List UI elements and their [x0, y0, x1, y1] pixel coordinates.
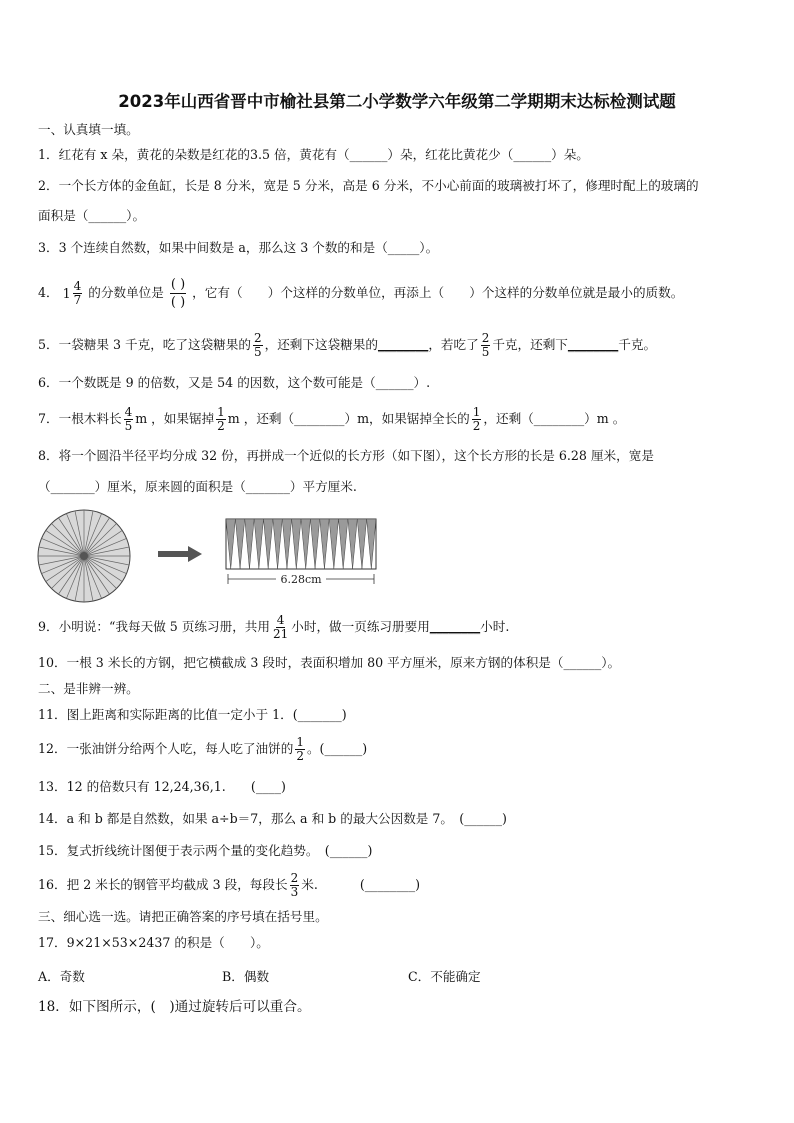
rectangle-length-label: 6.28cm [280, 573, 322, 586]
q7-fraction-1 [124, 406, 134, 433]
q4-blank-numerator: ( ) [170, 277, 186, 292]
circle-center [80, 552, 88, 560]
q16-answer-blank: (________) [359, 877, 421, 892]
q7-fraction-3 [472, 406, 482, 433]
q7-f3-denominator: 2 [472, 419, 481, 433]
question-18: 18．如下图所示，( )通过旋转后可以重合。 [38, 999, 311, 1015]
q12-denominator: 2 [296, 749, 304, 763]
q5-f2-denominator: 5 [481, 345, 490, 359]
q7-text-post: ，还剩（________）m 。 [483, 411, 626, 426]
q16-text-mid: 米. [301, 877, 318, 892]
question-17: 17．9×21×53×2437 的积是（ ）。 [38, 935, 269, 950]
q7-text-mid2: m ，还剩（________）m，如果锯掉全长的 [227, 411, 470, 426]
q7-text-pre: 7．一根木料长 [38, 411, 122, 426]
question-8-line-2: （_______）厘米，原来圆的面积是（_______）平方厘米. [38, 479, 357, 494]
q5-fraction-2 [481, 332, 491, 359]
question-12 [38, 734, 764, 764]
q9-denominator: 21 [272, 627, 289, 641]
question-7 [38, 404, 764, 434]
section-3-heading: 三、细心选一选。请把正确答案的序号填在括号里。 [38, 909, 328, 924]
q4-number: 4． [38, 285, 59, 300]
q12-text-post: 。(______) [306, 741, 368, 756]
q9-fraction [272, 614, 289, 641]
question-6: 6．一个数既是 9 的倍数，又是 54 的因数，这个数可能是（______）. [38, 375, 431, 390]
section-2-heading: 二、是非辨一辨。 [38, 681, 139, 696]
section-1-heading: 一、认真填一填。 [38, 122, 139, 137]
question-15: 15．复式折线统计图便于表示两个量的变化趋势。 (______) [38, 843, 373, 858]
divided-circle-figure [36, 508, 132, 604]
q5-text-mid2: ，若吃了 [428, 337, 479, 352]
question-14: 14．a 和 b 都是自然数，如果 a÷b＝7，那么 a 和 b 的最大公因数是 7。 (______) [38, 811, 507, 826]
q4-denominator: 7 [73, 293, 82, 307]
right-arrow-icon [158, 546, 202, 562]
q16-numerator: 2 [290, 871, 299, 885]
approximate-rectangle-figure [222, 517, 382, 589]
question-10: 10．一根 3 米长的方钢，把它横截成 3 段时，表面积增加 80 平方厘米，原来方钢的体积是（______）。 [38, 655, 621, 670]
q17-option-c: C．不能确定 [408, 969, 481, 984]
question-8-line-1: 8．将一个圆沿半径平均分成 32 份，再拼成一个近似的长方形（如下图），这个长方形的长是 6.28 厘米，宽是 [38, 448, 654, 463]
question-9 [38, 612, 764, 642]
q4-fraction [73, 280, 83, 307]
question-2-line-2: 面积是（______）。 [38, 208, 146, 223]
q7-f1-numerator: 4 [124, 405, 133, 419]
q5-text-pre: 5．一袋糖果 3 千克，吃了这袋糖果的 [38, 337, 251, 352]
q16-text-pre: 16．把 2 米长的钢管平均截成 3 段，每段长 [38, 877, 288, 892]
q5-f1-denominator: 5 [253, 345, 262, 359]
q5-text-mid1: ，还剩下这袋糖果的 [264, 337, 378, 352]
q4-numerator: 4 [73, 279, 82, 293]
q5-blank-1: ________ [377, 337, 429, 352]
q4-text-mid: 的分数单位是 [88, 285, 164, 300]
q7-text-mid1: m ，如果锯掉 [135, 411, 215, 426]
question-2-line-1: 2．一个长方体的金鱼缸，长是 8 分米，宽是 5 分米，高是 6 分米，不小心前面的玻璃被打坏了，修理时配上的玻璃的 [38, 178, 699, 193]
q5-f2-numerator: 2 [481, 331, 490, 345]
q17-option-a: A．奇数 [38, 969, 85, 984]
q4-mixed-number [63, 280, 85, 308]
q5-text-post: 千克。 [618, 337, 657, 352]
question-3: 3．3 个连续自然数，如果中间数是 a，那么这 3 个数的和是（_____）。 [38, 240, 439, 255]
q9-numerator: 4 [276, 613, 285, 627]
q9-text-pre: 9．小明说：“我每天做 5 页练习册，共用 [38, 619, 270, 634]
q4-blank-fraction [170, 276, 186, 311]
question-11: 11．图上距离和实际距离的比值一定小于 1．(_______) [38, 707, 347, 722]
q12-numerator: 1 [296, 735, 304, 749]
q4-text-post: ，它有（ ）个这样的分数单位，再添上（ ）个这样的分数单位就是最小的质数。 [192, 285, 684, 300]
q7-f2-denominator: 2 [217, 419, 225, 433]
q7-f3-numerator: 1 [472, 405, 481, 419]
q12-fraction [295, 736, 305, 763]
q7-f1-denominator: 5 [124, 419, 133, 433]
q16-denominator: 3 [290, 885, 299, 899]
q4-blank-denominator: ( ) [170, 295, 186, 310]
page-title: 2023年山西省晋中市榆社县第二小学数学六年级第二学期期末达标检测试题 [118, 92, 676, 111]
question-5 [38, 330, 764, 360]
q7-fraction-2 [216, 406, 226, 433]
q9-text-post: 小时. [480, 619, 510, 634]
q4-whole: 1 [62, 285, 71, 301]
q12-text-pre: 12．一张油饼分给两个人吃，每人吃了油饼的 [38, 741, 294, 756]
question-13: 13．12 的倍数只有 12,24,36,1. (____) [38, 779, 286, 794]
question-16 [38, 870, 764, 900]
q9-blank: ________ [429, 619, 481, 634]
q5-fraction-1 [253, 332, 263, 359]
q17-option-b: B．偶数 [222, 969, 270, 984]
q5-f1-numerator: 2 [253, 331, 262, 345]
q16-fraction [290, 872, 300, 899]
q7-f2-numerator: 1 [217, 405, 225, 419]
question-1: 1．红花有 x 朵，黄花的朵数是红花的3.5 倍，黄花有（______）朵，红花比黄花少（______）朵。 [38, 147, 589, 162]
question-4 [38, 276, 764, 311]
q5-blank-2: ________ [567, 337, 619, 352]
q9-text-mid: 小时，做一页练习册要用 [291, 619, 430, 634]
q5-text-mid3: 千克，还剩下 [492, 337, 568, 352]
